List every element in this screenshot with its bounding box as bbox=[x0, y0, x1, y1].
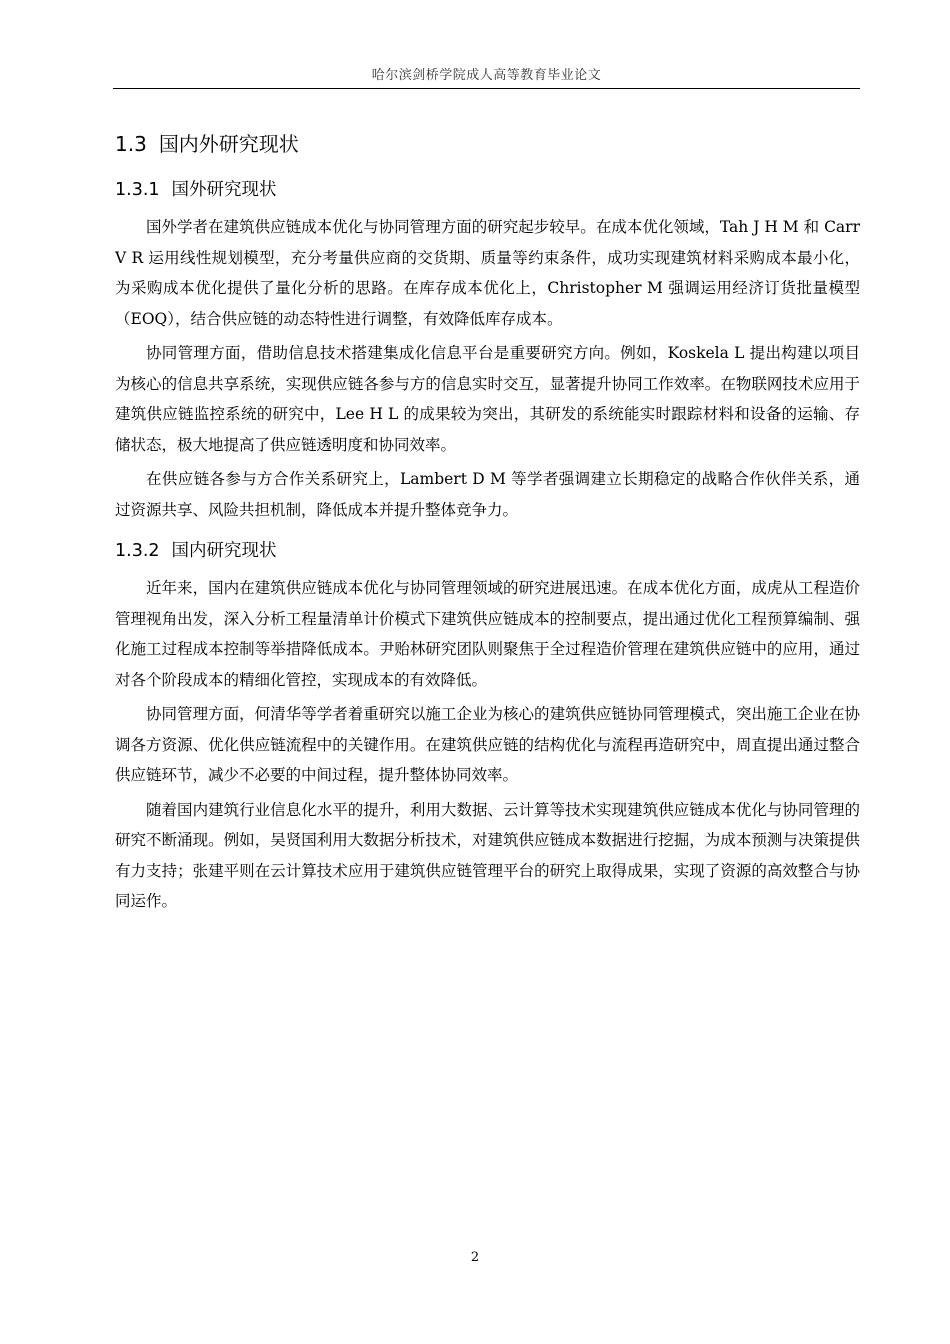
subsection-heading-foreign bbox=[115, 172, 860, 208]
paragraph: 国外学者在建筑供应链成本优化与协同管理方面的研究起步较早。在成本优化领域，Tah J H M 和 Carr V R 运用线性规划模型，充分考量供应商的交货期、质量等约束条件，成功实现建筑材料采购成本最小化，为采购成本优化提供了量化分析的思路。在库存成本优化上，Christopher M 强调运用经济订货批量模型（EOQ），结合供应链的动态特性进行调整，有效降低库存成本。 bbox=[115, 218, 860, 328]
paragraph: 在供应链各参与方合作关系研究上，Lambert D M 等学者强调建立长期稳定的战略合作伙伴关系，通过资源共享、风险共担机制，降低成本并提升整体竞争力。 bbox=[115, 470, 860, 519]
running-header: 哈尔滨剑桥学院成人高等教育毕业论文 bbox=[371, 68, 602, 83]
subsection-title: 国内研究现状 bbox=[171, 541, 277, 561]
section-heading bbox=[115, 124, 860, 164]
subsection-heading-domestic bbox=[115, 533, 860, 569]
paragraph: 协同管理方面，何清华等学者着重研究以施工企业为核心的建筑供应链协同管理模式，突出施工企业在协调各方资源、优化供应链流程中的关键作用。在建筑供应链的结构优化与流程再造研究中，周直提出通过整合供应链环节，减少不必要的中间过程，提升整体协同效率。 bbox=[115, 705, 860, 784]
subsection-number: 1.3.1 bbox=[115, 180, 160, 200]
subsection-number: 1.3.2 bbox=[115, 541, 160, 561]
header-rule bbox=[113, 88, 860, 89]
document-body bbox=[115, 120, 860, 921]
paragraph: 近年来，国内在建筑供应链成本优化与协同管理领域的研究进展迅速。在成本优化方面，成虎从工程造价管理视角出发，深入分析工程量清单计价模式下建筑供应链成本的控制要点，提出通过优化工程预算编制、强化施工过程成本控制等举措降低成本。尹贻林研究团队则聚焦于全过程造价管理在建筑供应链中的应用，通过对各个阶段成本的精细化管控，实现成本的有效降低。 bbox=[115, 579, 860, 689]
paragraph: 随着国内建筑行业信息化水平的提升，利用大数据、云计算等技术实现建筑供应链成本优化与协同管理的研究不断涌现。例如，吴贤国利用大数据分析技术，对建筑供应链成本数据进行挖掘，为成本预测与决策提供有力支持；张建平则在云计算技术应用于建筑供应链管理平台的研究上取得成果，实现了资源的高效整合与协同运作。 bbox=[115, 800, 860, 910]
paragraph: 协同管理方面，借助信息技术搭建集成化信息平台是重要研究方向。例如，Koskela L 提出构建以项目为核心的信息共享系统，实现供应链各参与方的信息实时交互，显著提升协同工作效率。在物联网技术应用于建筑供应链监控系统的研究中，Lee H L 的成果较为突出，其研发的系统能实时跟踪材料和设备的运输、存储状态，极大地提高了供应链透明度和协同效率。 bbox=[115, 344, 860, 454]
page-number: 2 bbox=[470, 1250, 480, 1265]
subsection-title: 国外研究现状 bbox=[171, 180, 277, 200]
section-title: 国内外研究现状 bbox=[158, 132, 299, 156]
section-number: 1.3 bbox=[115, 132, 147, 156]
